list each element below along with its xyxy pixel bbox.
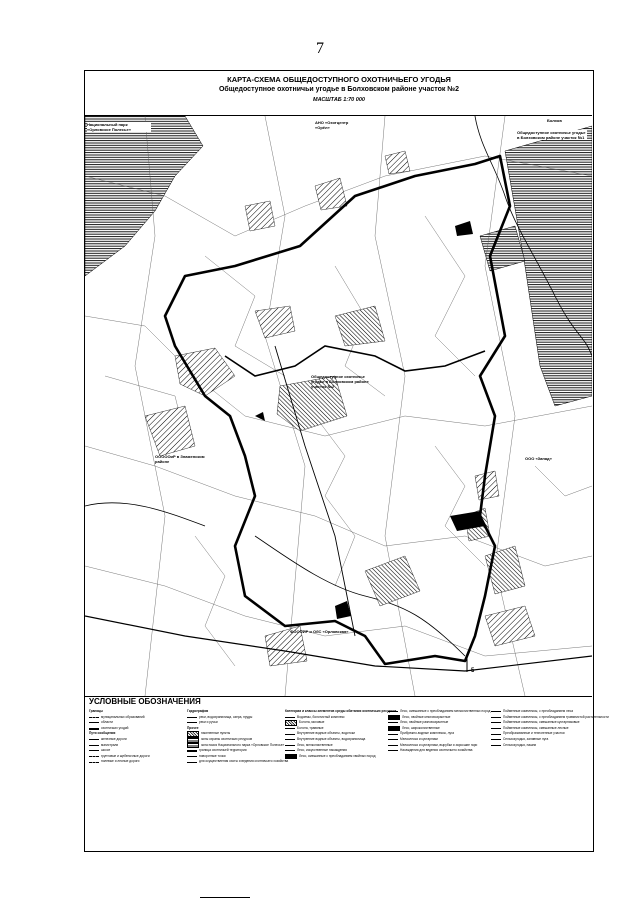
- legend-label: магистрали: [101, 742, 119, 747]
- legend-label: Прибрежно-водные комплексы, луга: [400, 731, 454, 736]
- legend-swatch: [89, 722, 99, 723]
- legend-swatch: [285, 734, 295, 735]
- legend-col-2: [187, 709, 289, 765]
- map-scale: МАСШТАБ 1:70 000: [313, 97, 365, 103]
- legend-label: Пойменные комплексы, с преобладанием травянистой растительности: [503, 714, 609, 719]
- label-common-ne: Общедоступное охотничье угодье в Болховском районе участок №1: [517, 130, 586, 140]
- legend-item: [491, 743, 591, 749]
- settlements: [145, 151, 535, 666]
- legend-label: Мелколесья и кустарники: [400, 736, 438, 741]
- legend-col-3: [285, 709, 397, 759]
- legend-swatch: [187, 743, 199, 749]
- legend-swatch: [89, 756, 99, 757]
- legend-label: Сельхозугодья, заливные луга: [503, 736, 549, 741]
- legend-swatch: [388, 734, 398, 735]
- legend-swatch: [285, 745, 295, 746]
- label-south: ФОООИР и ОбС «Орловская»: [290, 629, 349, 634]
- legend-swatch: [89, 717, 99, 718]
- legend-label: Пойменные комплексы, смешанные лесные: [503, 725, 569, 730]
- legend-swatch: [187, 717, 197, 718]
- map-canvas: [85, 116, 592, 696]
- sub-boundary: [225, 346, 485, 376]
- legend-label: муниципальных образований: [101, 714, 145, 719]
- legend-label: Лесо, хвойные многовозрастные: [402, 714, 451, 719]
- legend-label: Насаждения для ведения охотничьего хозяйства: [400, 748, 473, 753]
- legend-swatch: [388, 739, 398, 740]
- zone-small: [480, 226, 525, 271]
- legend-label: Лесо, искусственные насаждения: [297, 748, 347, 753]
- legend-label: охотничьих угодий: [101, 725, 129, 730]
- legend-label: Водоемы, болотистый комплекс: [297, 714, 345, 719]
- legend-label: Границы: [89, 709, 103, 713]
- legend-label: реки и ручьи: [199, 720, 218, 725]
- title-block: [85, 75, 593, 105]
- legend-swatch: [388, 726, 400, 732]
- legend-item: [388, 748, 488, 754]
- legend-label: Внутренние водные объекты, водохранилища: [297, 736, 366, 741]
- national-park-zone: [85, 116, 203, 276]
- legend-label: Сельхозугодья, пашни: [503, 742, 537, 747]
- legend-swatch: [285, 750, 295, 751]
- label-point-5: 5: [471, 668, 475, 674]
- legend-label: железные дороги: [101, 736, 127, 741]
- legend-label: населенные пункты: [201, 731, 231, 736]
- legend-label: шоссе: [101, 748, 111, 753]
- legend-label: Гидрография: [187, 709, 209, 713]
- legend-swatch: [388, 745, 398, 746]
- legend-swatch: [89, 750, 99, 751]
- legend-label: Лесо, смешанные с преобладанием мелколиственных пород: [400, 709, 491, 713]
- map-area: [85, 115, 592, 697]
- legend-swatch: [285, 728, 295, 729]
- legend-label: Лесо, широколиственные: [402, 725, 440, 730]
- legend-label: поворотные точки: [199, 753, 226, 758]
- legend-swatch: [388, 750, 398, 751]
- legend-label: граница охотничьей территории: [199, 748, 247, 753]
- legend-title: УСЛОВНЫЕ ОБОЗНАЧЕНИЯ: [89, 697, 201, 706]
- legend-label: грунтовые и щебеночные дороги: [101, 753, 150, 758]
- legend-label: Болота, моховые: [299, 720, 325, 725]
- legend-label: Лесо, хвойные разновозрастные: [400, 720, 449, 725]
- legend-label: Лесо, смешанные с преобладанием хвойных пород: [299, 753, 376, 758]
- map-subtitle: Общедоступное охотничьи угодье в Болховском районе участок №2: [218, 86, 459, 93]
- legend-item: [89, 759, 184, 765]
- label-east: ООО «Запад»: [525, 456, 552, 461]
- legend-col-4: [388, 709, 491, 754]
- legend-label: Пойменные комплексы, смешанные кустарниковые: [503, 720, 580, 725]
- legend-label: реки, водохранилища, озера, пруды: [199, 714, 253, 719]
- legend-swatch: [491, 722, 501, 723]
- page-number: 7: [316, 40, 324, 57]
- legend-swatch: [491, 728, 501, 729]
- legend-label: полевые и лесные дороги: [101, 759, 140, 764]
- legend-label: зоны охраны охотничьих ресурсов: [201, 736, 253, 741]
- label-west: ОООООиР в Знаменском районе: [155, 454, 205, 464]
- label-ngo: АНО «Охотцентр «Орёл»: [315, 120, 349, 130]
- legend-swatch: [187, 756, 197, 757]
- legend-label: Пути сообщения: [89, 731, 116, 736]
- legend-label: для осуществления охоты и ведения охотничьего хозяйства: [199, 759, 289, 764]
- footnote-rule: [200, 897, 250, 898]
- legend-swatch: [388, 715, 400, 721]
- legend-swatch: [187, 762, 197, 763]
- legend-swatch: [491, 745, 501, 746]
- legend-swatch: [89, 728, 99, 730]
- legend-label: Преобразованные и техногенные участки: [503, 731, 565, 736]
- legend-swatch: [89, 739, 99, 740]
- legend-swatch: [285, 739, 295, 740]
- legend-label: зона покоя Национального парка «Орловское Полесье»: [201, 742, 285, 747]
- label-center: Общедоступное охотничье угодье в Болховском районе участок №2: [311, 374, 369, 389]
- legend-label: Пойменные комплексы, с преобладанием леса: [503, 709, 573, 713]
- legend-label: Категории и классы элементов среды обитания охотничьих ресурсов: [285, 709, 397, 713]
- legend-swatch: [388, 711, 398, 712]
- legend-label: области: [101, 720, 113, 725]
- legend-swatch: [491, 717, 501, 718]
- legend-swatch: [187, 722, 197, 723]
- legend-label: Внутренние водные объекты, водотоки: [297, 731, 355, 736]
- legend-swatch: [187, 750, 197, 752]
- legend-swatch: [491, 711, 501, 712]
- map-title: КАРТА-СХЕМА ОБЩЕДОСТУПНОГО ОХОТНИЧЬЕГО УГОДЬЯ: [227, 75, 451, 84]
- legend-label: Лесо, мелколиственные: [297, 742, 333, 747]
- legend-label: Прочее: [187, 725, 199, 730]
- legend-swatch: [491, 739, 501, 740]
- map-sheet: [84, 70, 609, 852]
- legend-swatch: [285, 720, 297, 726]
- legend-swatch: [285, 754, 297, 760]
- legend-label: Болота, травяные: [297, 725, 324, 730]
- legend-swatch: [89, 745, 99, 746]
- legend-col-5: [491, 709, 609, 748]
- label-bolkhov: Болхов: [547, 118, 562, 123]
- legend-item: [187, 759, 289, 765]
- legend-swatch: [491, 734, 501, 735]
- legend-col-1: [89, 709, 184, 765]
- legend-swatch: [388, 722, 398, 723]
- legend: [85, 697, 609, 849]
- legend-swatch: [285, 717, 295, 718]
- legend-item: [285, 754, 385, 760]
- legend-label: Мелколесья и кустарники, вырубки и заросшие гари: [400, 742, 478, 747]
- legend-swatch: [89, 762, 99, 763]
- label-national-park: Национальный парк «Орловское Полесье»: [87, 122, 151, 132]
